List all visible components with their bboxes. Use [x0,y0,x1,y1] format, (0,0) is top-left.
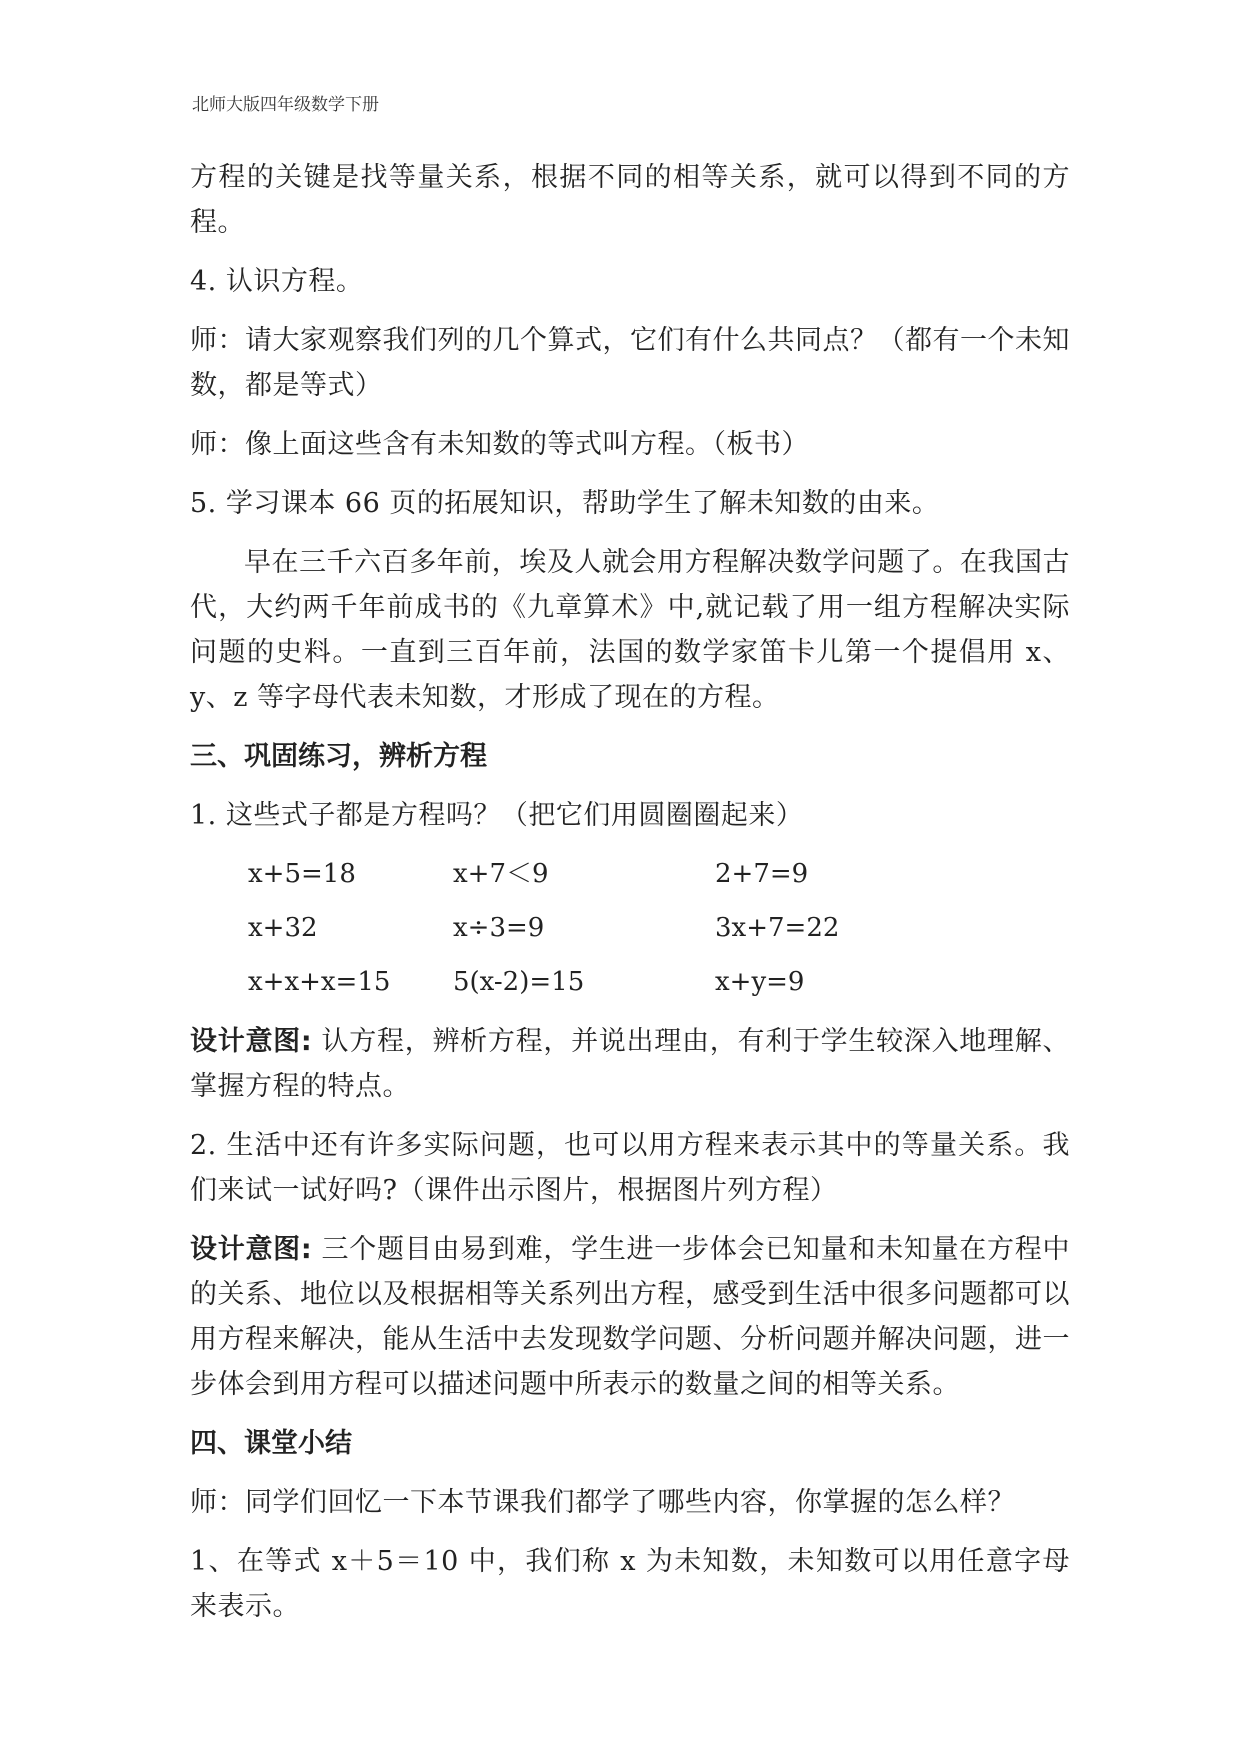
equation-item: x+32 [248,913,318,943]
question-1: 1. 这些式子都是方程吗？（把它们用圆圈圈起来） [190,800,804,831]
equation-grid [248,852,1070,1005]
equation-item: x÷3=9 [453,913,545,943]
design-intent-2 [190,1227,1070,1407]
equation-item: 3x+7=22 [715,913,840,943]
teacher-question: 师：请大家观察我们列的几个算式，它们有什么共同点？（都有一个未知数，都是等式） [190,325,1070,401]
history-paragraph: 早在三千六百多年前，埃及人就会用方程解决数学问题了。在我国古代，大约两千年前成书的《九章算术》中,就记载了用一组方程解决实际问题的史料。一直到三百年前，法国的数学家笛卡儿第一个提倡用 x、y、z 等字母代表未知数，才形成了现在的方程。 [190,547,1070,713]
paragraph-equation-key: 方程的关键是找等量关系，根据不同的相等关系，就可以得到不同的方程。 [190,162,1070,238]
teacher-definition: 师：像上面这些含有未知数的等式叫方程。（板书） [190,429,809,460]
teacher-summary-question: 师：同学们回忆一下本节课我们都学了哪些内容，你掌握的怎么样？ [190,1487,1015,1518]
document-body [190,155,1070,1643]
section-3-heading: 三、巩固练习，辨析方程 [190,741,487,772]
equation-item: x+x+x=15 [248,967,391,997]
page-header: 北师大版四年级数学下册 [192,95,379,115]
design-intent-label: 设计意图: [190,1234,313,1265]
equation-item: x+7＜9 [453,859,549,889]
section-4-heading: 四、课堂小结 [190,1428,352,1459]
design-intent-1 [190,1019,1070,1109]
equation-item: 5(x-2)=15 [453,967,585,997]
item-4: 4. 认识方程。 [190,266,364,297]
design-intent-text: 认方程，辨析方程，并说出理由，有利于学生较深入地理解、掌握方程的特点。 [190,1026,1070,1102]
equation-item: x+y=9 [715,967,805,997]
question-2: 2. 生活中还有许多实际问题，也可以用方程来表示其中的等量关系。我们来试一试好吗?（课件出示图片，根据图片列方程） [190,1130,1070,1206]
equation-item: 2+7=9 [715,859,809,889]
equation-item: x+5=18 [248,859,356,889]
item-5: 5. 学习课本 66 页的拓展知识，帮助学生了解未知数的由来。 [190,488,940,519]
design-intent-label: 设计意图: [190,1026,313,1057]
design-intent-text: 三个题目由易到难，学生进一步体会已知量和未知量在方程中的关系、地位以及根据相等关系列出方程，感受到生活中很多问题都可以用方程来解决，能从生活中去发现数学问题、分析问题并解决问题，进一步体会到用方程可以描述问题中所表示的数量之间的相等关系。 [190,1234,1070,1400]
summary-item-1: 1、在等式 x＋5＝10 中，我们称 x 为未知数，未知数可以用任意字母来表示。 [190,1546,1070,1622]
